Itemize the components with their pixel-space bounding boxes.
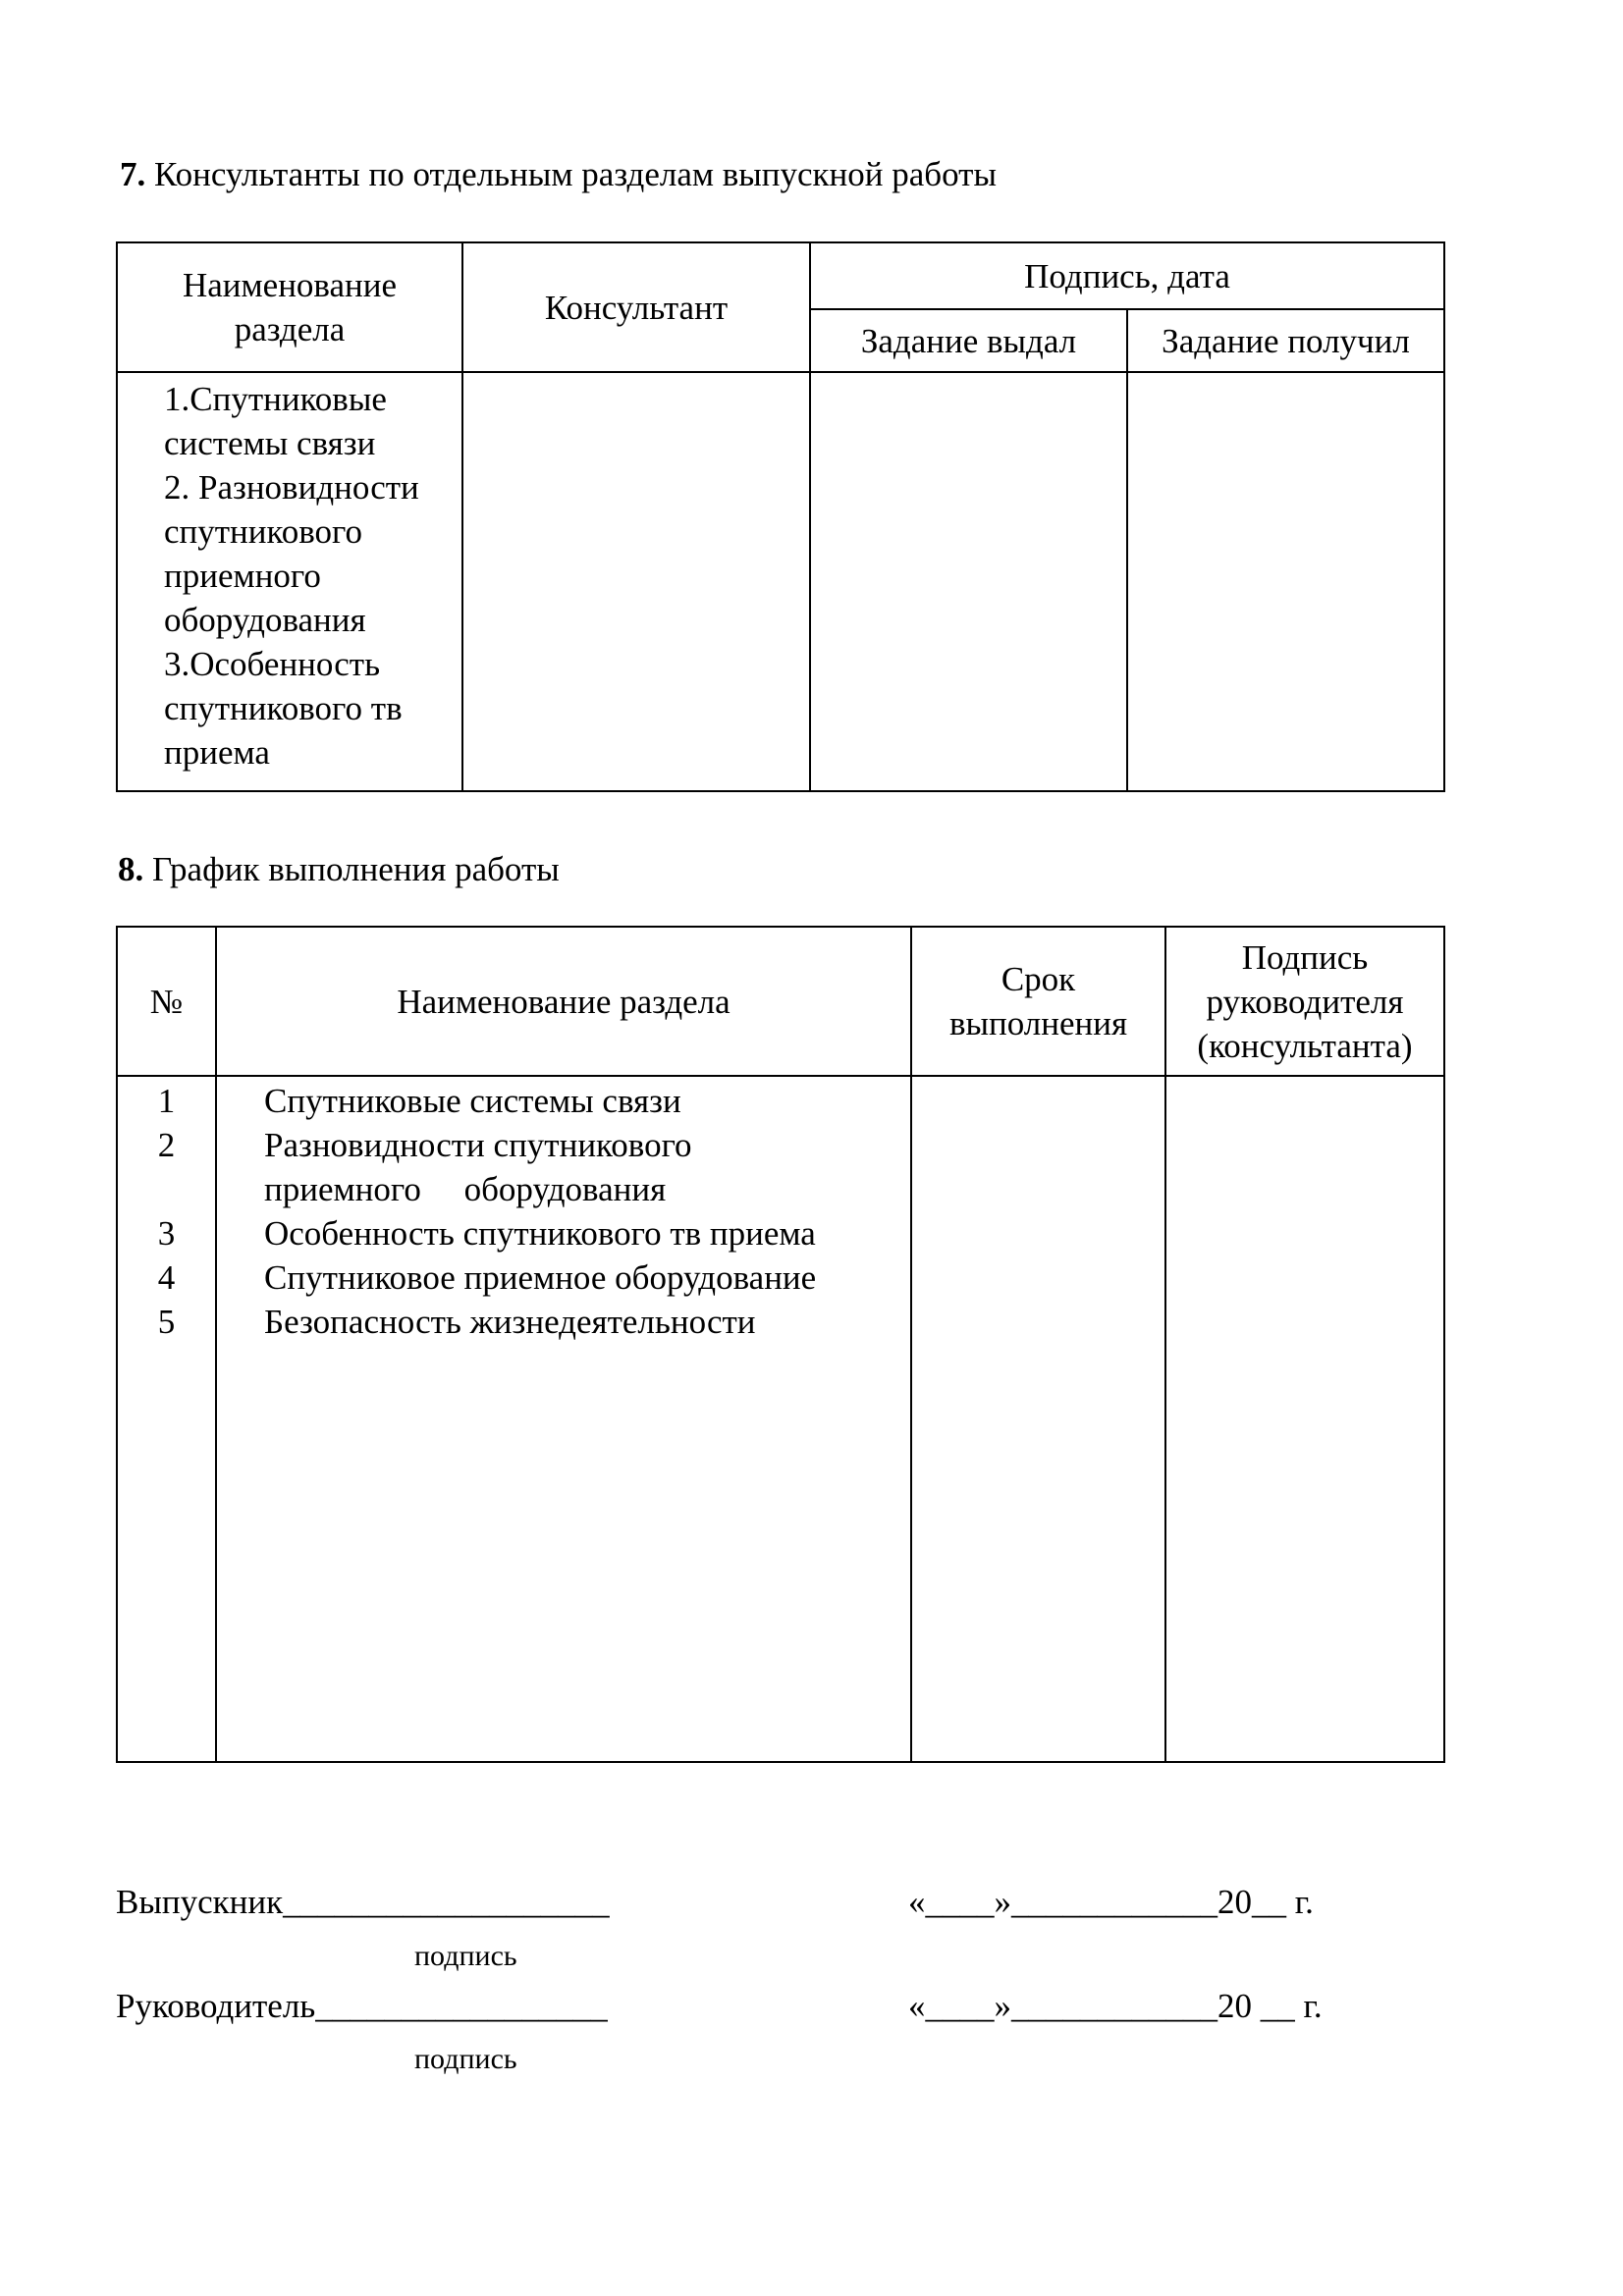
row-number: 2 — [157, 1126, 176, 1164]
header-consultant: Консультант — [462, 242, 810, 372]
section-line: оборудования — [164, 601, 366, 639]
section-8-number: 8. — [118, 850, 144, 888]
section-line: 1.Спутниковые — [164, 380, 387, 418]
row-number — [118, 1167, 215, 1211]
graduate-date-line[interactable]: «____»____________20__ г. — [908, 1883, 1314, 1921]
section-7-title: Консультанты по отдельным разделам выпускной работы — [145, 155, 997, 193]
header-section-name: Наименование раздела — [117, 242, 462, 372]
section-name-line: Разновидности спутникового — [264, 1126, 692, 1164]
header-section-name: Наименование раздела — [216, 927, 911, 1076]
section-names-cell — [117, 372, 462, 791]
row-number: 3 — [157, 1214, 176, 1253]
deadline-cell[interactable] — [911, 1076, 1165, 1762]
schedule-table — [116, 926, 1445, 1763]
consultant-cell[interactable] — [462, 372, 810, 791]
section-name-line: Безопасность жизнедеятельности — [264, 1303, 756, 1341]
section-7-number: 7. — [120, 155, 146, 193]
row-number: 1 — [157, 1082, 176, 1120]
section-list — [118, 373, 461, 774]
section-7-heading — [120, 155, 997, 194]
section-names-cell — [216, 1076, 911, 1762]
section-line: спутникового — [164, 512, 363, 551]
section-line: приемного — [164, 557, 321, 595]
graduate-signature-caption: подпись — [414, 1940, 517, 1972]
section-name-line: Особенность спутникового тв приема — [264, 1214, 816, 1253]
section-8-heading — [118, 850, 560, 889]
header-deadline: Срок выполнения — [911, 927, 1165, 1076]
section-line: спутникового тв — [164, 689, 403, 727]
task-received-cell[interactable] — [1127, 372, 1444, 791]
section-line: 3.Особенность — [164, 645, 381, 683]
task-issued-cell[interactable] — [810, 372, 1127, 791]
section-name-line: Спутниковое приемное оборудование — [264, 1258, 817, 1297]
graduate-signature-line[interactable]: Выпускник___________________ — [116, 1883, 610, 1921]
row-number: 4 — [157, 1258, 176, 1297]
section-8-title: График выполнения работы — [143, 850, 560, 888]
supervisor-signature-caption: подпись — [414, 2043, 517, 2075]
supervisor-signature-cell[interactable] — [1165, 1076, 1444, 1762]
header-task-received: Задание получил — [1127, 309, 1444, 372]
section-line: приема — [164, 733, 270, 772]
header-signature-date: Подпись, дата — [810, 242, 1444, 309]
header-number: № — [117, 927, 216, 1076]
supervisor-date-line[interactable]: «____»____________20 __ г. — [908, 1987, 1323, 2025]
section-line: системы связи — [164, 424, 376, 462]
consultants-table — [116, 241, 1445, 792]
section-name-line: приемного оборудования — [264, 1170, 667, 1208]
header-supervisor-signature: Подпись руководителя (консультанта) — [1165, 927, 1444, 1076]
section-line: 2. Разновидности — [164, 468, 419, 507]
row-number: 5 — [157, 1303, 176, 1341]
supervisor-signature-line[interactable]: Руководитель_________________ — [116, 1987, 608, 2025]
numbers-cell — [117, 1076, 216, 1762]
section-name-line: Спутниковые системы связи — [264, 1082, 681, 1120]
header-task-issued: Задание выдал — [810, 309, 1127, 372]
